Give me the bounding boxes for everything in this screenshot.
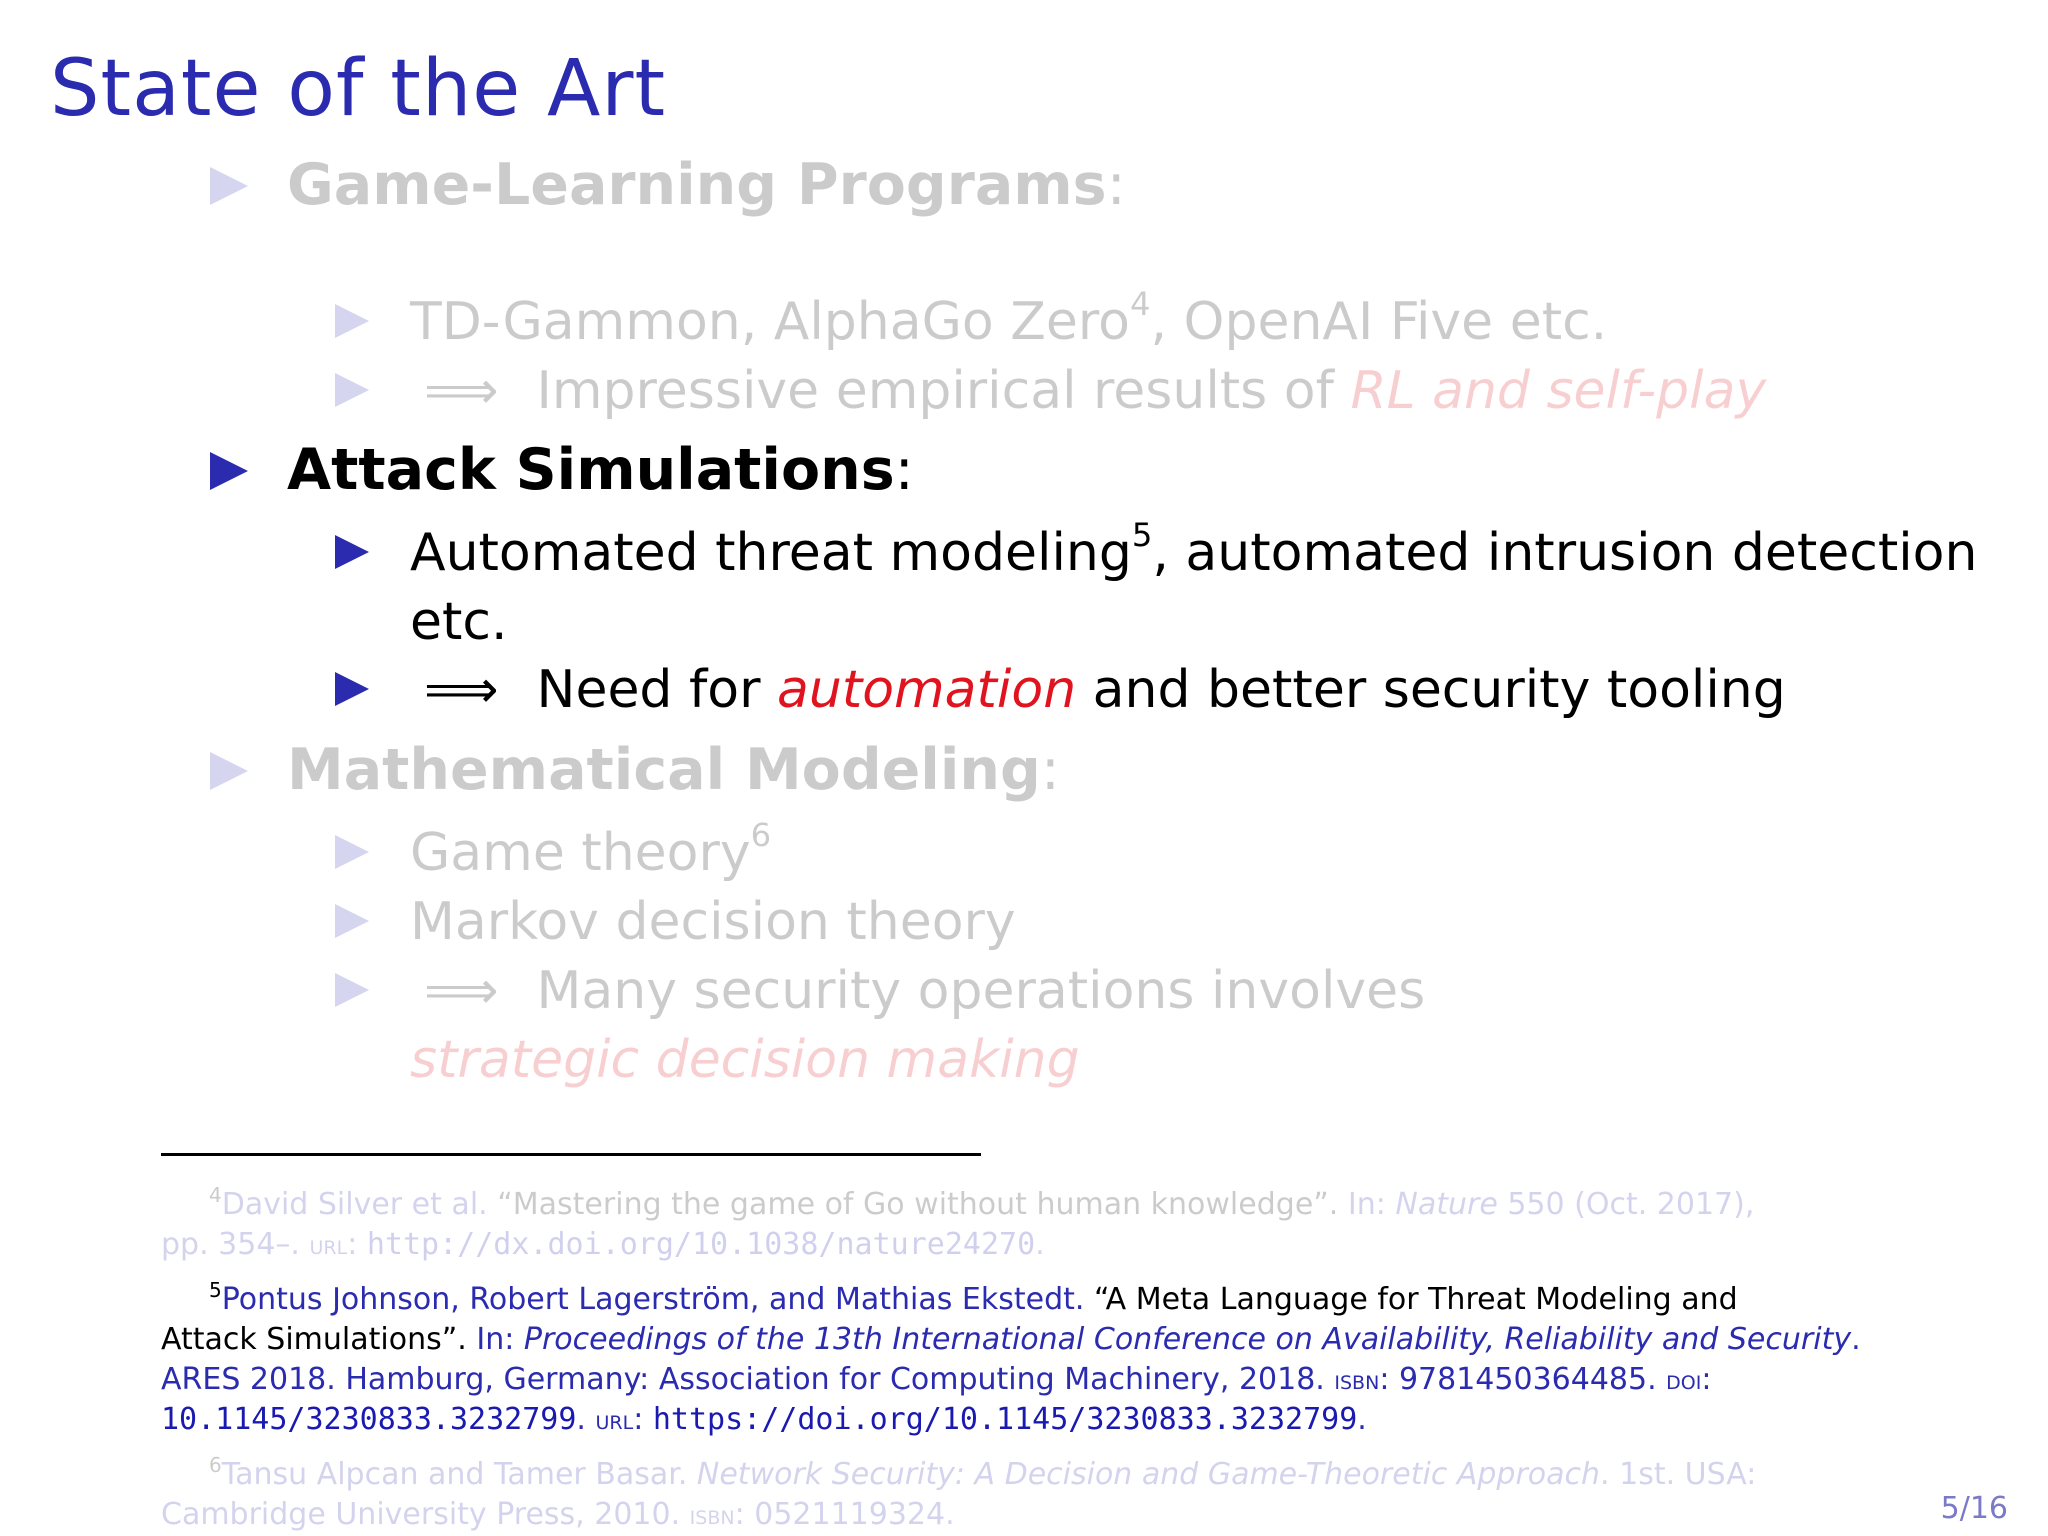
footnote-4-line1: $^4$David Silver et al. “Mastering the game of Go without human knowledge”. In: Nature 550 (Oct. 2017), <box>209 1183 1755 1222</box>
implies-arrow-icon: ⟹ <box>424 660 499 720</box>
sub-bullet-game-theory: Game theory$^6$ <box>335 827 771 879</box>
sub-bullet-triangle-icon <box>335 672 369 706</box>
footnote-4-line2: pp. 354–. url: http://dx.doi.org/10.1038/nature24270. <box>161 1227 1045 1262</box>
sub-bullet-triangle-icon <box>335 904 369 938</box>
sub-bullet-td-gammon: TD-Gammon, AlphaGo Zero$^4$, OpenAI Five etc. <box>335 296 1607 348</box>
footnote-5-doi-link[interactable]: 10.1145/3230833.3232799 <box>161 1402 577 1437</box>
sub-bullet-need-automation: ⟹ Need for automation and better security tooling <box>335 664 1786 716</box>
sub-bullet-security-operations: ⟹ Many security operations involves <box>335 965 1425 1017</box>
footnote-rule <box>161 1153 981 1156</box>
footnote-5-line2: Attack Simulations”. In: Proceedings of the 13th International Conference on Availability, Reliability and Security. <box>161 1322 1861 1357</box>
footnote-5-line3: ARES 2018. Hamburg, Germany: Association for Computing Machinery, 2018. isbn: 9781450364485. doi: <box>161 1362 1712 1397</box>
heading-mathematical-modeling: Mathematical Modeling <box>287 737 1041 803</box>
sub-bullet-threat-modeling: Automated threat modeling$^5$, automated intrusion detection <box>335 527 1977 579</box>
heading-attack-simulations: Attack Simulations <box>287 437 895 503</box>
sub-bullet-triangle-icon <box>335 373 369 407</box>
footnote-5-line1: $^5$Pontus Johnson, Robert Lagerström, and Mathias Ekstedt. “A Meta Language for Threat Modeling and <box>209 1278 1738 1317</box>
sub-bullet-triangle-icon <box>335 835 369 869</box>
footnote-5-url-link[interactable]: https://doi.org/10.1145/3230833.3232799 <box>652 1402 1358 1437</box>
bullet-mathematical-modeling: Mathematical Modeling: <box>210 742 1060 799</box>
bullet-triangle-icon <box>210 752 248 790</box>
security-operations-continuation: strategic decision making <box>410 1030 1080 1090</box>
sub-bullet-triangle-icon <box>335 535 369 569</box>
implies-arrow-icon: ⟹ <box>424 361 499 421</box>
sub-bullet-markov: Markov decision theory <box>335 896 1016 948</box>
sub-bullet-triangle-icon <box>335 973 369 1007</box>
bullet-triangle-icon <box>210 452 248 490</box>
sub-bullet-impressive-results: ⟹ Impressive empirical results of RL and self-play <box>335 365 1766 417</box>
sub-bullet-triangle-icon <box>335 304 369 338</box>
page-number: 5/16 <box>1940 1491 2008 1526</box>
bullet-game-learning: Game-Learning Programs: <box>210 157 1126 214</box>
heading-game-learning: Game-Learning Programs <box>287 152 1107 218</box>
bullet-triangle-icon <box>210 167 248 205</box>
footnote-5-line4: 10.1145/3230833.3232799. url: https://doi.org/10.1145/3230833.3232799. <box>161 1402 1367 1437</box>
implies-arrow-icon: ⟹ <box>424 961 499 1021</box>
footnote-4-url-link[interactable]: http://dx.doi.org/10.1038/nature24270 <box>366 1227 1036 1262</box>
slide-title: State of the Art <box>50 44 667 134</box>
footnote-6-line2: Cambridge University Press, 2010. isbn: 0521119324. <box>161 1497 955 1532</box>
footnote-6-line1: $^6$Tansu Alpcan and Tamer Basar. Network Security: A Decision and Game-Theoretic Approach. 1st. USA: <box>209 1453 1757 1492</box>
threat-modeling-continuation: etc. <box>410 592 508 652</box>
bullet-attack-simulations: Attack Simulations: <box>210 442 914 499</box>
